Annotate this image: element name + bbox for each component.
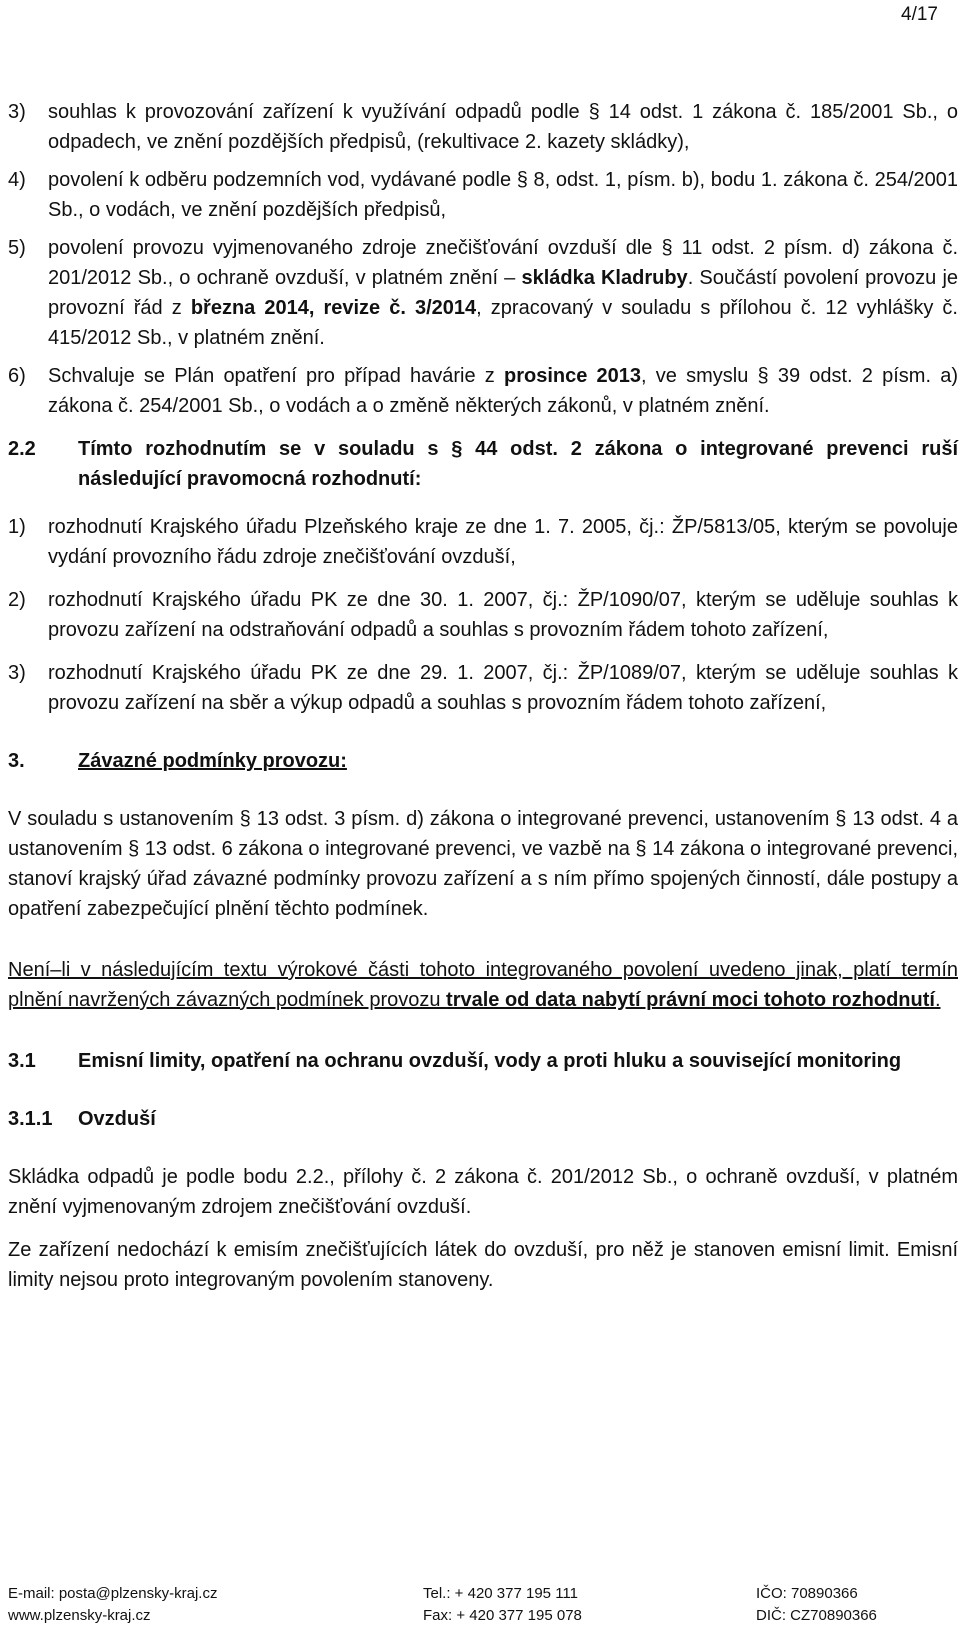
list-item bbox=[8, 165, 958, 225]
footer-tel: Tel.: + 420 377 195 111 bbox=[423, 1585, 578, 1602]
paragraph-deadline bbox=[8, 955, 958, 1015]
footer-phone bbox=[423, 1583, 582, 1627]
list-text: rozhodnutí Krajského úřadu Plzeňského kraje ze dne 1. 7. 2005, čj.: ŽP/5813/05, kterým se povoluje vydání provozního řádu zdroje znečišťování ovzduší, bbox=[48, 516, 958, 568]
footer-ids bbox=[756, 1583, 877, 1627]
paragraph-text: Není–li v následujícím textu výrokové části tohoto integrovaného povolení uvedeno jinak, platí termín plnění navržených závazných podmínek provozu bbox=[8, 959, 958, 1011]
list-number: 3) bbox=[8, 662, 26, 684]
section-number: 3. bbox=[8, 750, 25, 772]
footer-ico: IČO: 70890366 bbox=[756, 1585, 858, 1602]
list-text: . Součástí povolení provozu je provozní řád z bbox=[48, 267, 959, 319]
list-number: 6) bbox=[8, 365, 26, 387]
section-title: Závazné podmínky provozu: bbox=[78, 750, 347, 772]
list-text: rozhodnutí Krajského úřadu PK ze dne 29. 1. 2007, čj.: ŽP/1089/07, kterým se uděluje souhlas k provozu zařízení na sběr a výkup odpadů a souhlas s provozním řádem tohoto zařízení, bbox=[48, 662, 958, 714]
list-number: 4) bbox=[8, 169, 26, 191]
list-text: , ve smyslu § 39 odst. 2 písm. a) zákona č. 254/2001 Sb., o vodách a o změně některých zákonů, v platném znění. bbox=[48, 365, 958, 417]
section-title: Ovzduší bbox=[78, 1108, 156, 1130]
list-number: 2) bbox=[8, 589, 26, 611]
footer-dic: DIČ: CZ70890366 bbox=[756, 1607, 877, 1624]
list-text: rozhodnutí Krajského úřadu PK ze dne 30. 1. 2007, čj.: ŽP/1090/07, kterým se uděluje souhlas k provozu zařízení na odstraňování odpadů a souhlas s provozním řádem tohoto zařízení, bbox=[48, 589, 958, 641]
list-number: 5) bbox=[8, 237, 26, 259]
section-number: 3.1.1 bbox=[8, 1108, 53, 1130]
list-item bbox=[8, 658, 958, 718]
footer-email: E-mail: posta@plzensky-kraj.cz bbox=[8, 1585, 218, 1602]
list-text: Schvaluje se Plán opatření pro případ havárie z bbox=[48, 365, 504, 387]
paragraph-air-limits: Ze zařízení nedochází k emisím znečišťujících látek do ovzduší, pro něž je stanoven emisní limit. Emisní limity nejsou proto integrovaným povolením stanoveny. bbox=[8, 1239, 958, 1291]
section-number: 2.2 bbox=[8, 438, 36, 460]
list-text: povolení k odběru podzemních vod, vydávané podle § 8, odst. 1, písm. b), bodu 1. zákona č. 254/2001 Sb., o vodách, ve znění pozdějších předpisů, bbox=[48, 169, 958, 221]
list-item bbox=[8, 361, 958, 421]
footer-website: www.plzensky-kraj.cz bbox=[8, 1607, 151, 1624]
section-heading bbox=[8, 1046, 958, 1076]
list-number: 1) bbox=[8, 516, 26, 538]
list-item bbox=[8, 233, 958, 353]
bold-text: března 2014, revize č. 3/2014 bbox=[190, 297, 477, 319]
paragraph-text: . bbox=[934, 989, 941, 1011]
section-title: Emisní limity, opatření na ochranu ovzduší, vody a proti hluku a související monitoring bbox=[78, 1050, 902, 1072]
section-number: 3.1 bbox=[8, 1050, 36, 1072]
document-body bbox=[8, 97, 958, 1295]
list-item bbox=[8, 585, 958, 645]
list-text: souhlas k provozování zařízení k využívání odpadů podle § 14 odst. 1 zákona č. 185/2001 Sb., o odpadech, ve znění pozdějších předpisů, (rekultivace 2. kazety skládky), bbox=[48, 101, 958, 153]
section-heading bbox=[8, 434, 958, 494]
subsection-heading bbox=[8, 1104, 958, 1134]
paragraph-air-source: Skládka odpadů je podle bodu 2.2., přílohy č. 2 zákona č. 201/2012 Sb., o ochraně ovzduší, v platném znění vyjmenovaným zdrojem znečišťování ovzduší. bbox=[8, 1166, 958, 1218]
bold-text: skládka Kladruby bbox=[521, 267, 688, 289]
bold-text: prosince 2013 bbox=[503, 365, 642, 387]
page-number: 4/17 bbox=[901, 4, 938, 25]
list-item bbox=[8, 512, 958, 572]
paragraph-conditions: V souladu s ustanovením § 13 odst. 3 písm. d) zákona o integrované prevenci, ustanovením § 13 odst. 4 a ustanovením § 13 odst. 6 zákona o integrované prevenci, ve vazbě na § 14 zákona o integrované prevenci, stanoví krajský úřad závazné podmínky provozu zařízení a s ním přímo spojených činností, dále postupy a opatření zabezpečující plnění těchto podmínek. bbox=[8, 808, 958, 920]
list-item bbox=[8, 97, 958, 157]
section-heading bbox=[8, 746, 958, 776]
list-text: , zpracovaný v souladu s přílohou č. 12 vyhlášky č. 415/2012 Sb., v platném znění. bbox=[48, 297, 958, 349]
section-title: Tímto rozhodnutím se v souladu s § 44 odst. 2 zákona o integrované prevenci ruší následující pravomocná rozhodnutí: bbox=[78, 438, 958, 490]
bold-text: trvale od data nabytí právní moci tohoto rozhodnutí bbox=[446, 989, 935, 1011]
list-text: povolení provozu vyjmenovaného zdroje znečišťování ovzduší dle § 11 odst. 2 písm. d) zákona č. 201/2012 Sb., o ochraně ovzduší, v platném znění – bbox=[48, 237, 958, 289]
footer-contact bbox=[8, 1583, 217, 1627]
list-number: 3) bbox=[8, 101, 26, 123]
footer-fax: Fax: + 420 377 195 078 bbox=[423, 1607, 582, 1624]
